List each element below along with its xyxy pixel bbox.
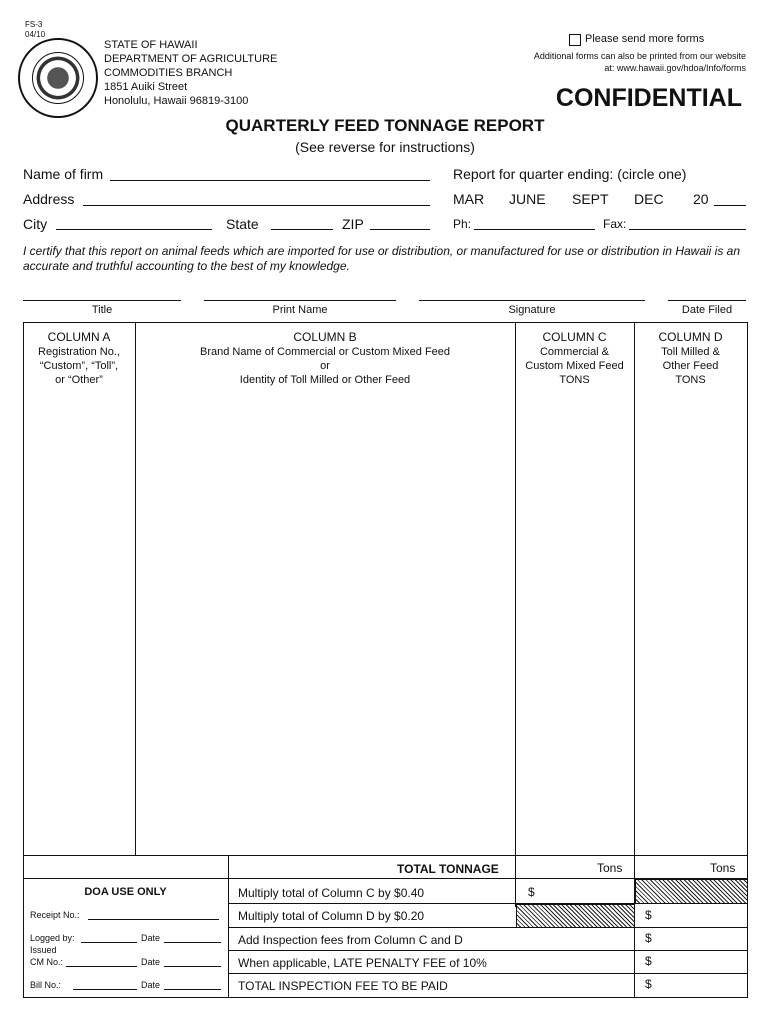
form-date: 04/10	[25, 30, 46, 39]
column-b-header	[135, 330, 515, 387]
address-field[interactable]	[83, 205, 430, 206]
column-a-desc: or “Other”	[55, 374, 103, 386]
quarter-option-dec[interactable]: DEC	[634, 191, 664, 207]
logged-date-label: Date	[141, 933, 161, 943]
row-divider	[228, 927, 747, 928]
quarter-option-june[interactable]: JUNE	[509, 191, 546, 207]
fee-row-add-label: Add Inspection fees from Column C and D	[238, 933, 463, 947]
city-label: City	[23, 216, 48, 232]
logged-by-field[interactable]	[81, 942, 137, 943]
fax-label: Fax:	[603, 217, 627, 231]
logged-by-label: Logged by:	[30, 933, 75, 943]
city-field[interactable]	[56, 229, 212, 230]
issued-label: Issued	[30, 945, 57, 955]
column-c-desc: Custom Mixed Feed	[525, 360, 624, 372]
forms-note-line: at: www.hawaii.gov/hdoa/Info/forms	[604, 63, 746, 73]
date-filed-caption: Date Filed	[681, 304, 733, 316]
column-b-title: COLUMN B	[293, 330, 357, 344]
column-a-header	[23, 330, 135, 387]
column-d-desc: Toll Milled &	[661, 346, 720, 358]
doa-use-only-label: DOA USE ONLY	[84, 886, 167, 898]
agency-address	[104, 38, 277, 108]
logged-date-field[interactable]	[164, 942, 221, 943]
cm-date-label: Date	[141, 957, 161, 967]
agency-line: COMMODITIES BRANCH	[104, 67, 233, 79]
table-bottom-border	[23, 997, 748, 998]
agency-line: STATE OF HAWAII	[104, 39, 198, 51]
title-field[interactable]	[23, 300, 181, 301]
column-a-title: COLUMN A	[47, 330, 111, 344]
fee-row-c-label: Multiply total of Column C by $0.40	[238, 886, 425, 900]
column-d-header	[634, 330, 747, 387]
column-divider	[515, 322, 516, 907]
tons-d-label: Tons	[710, 861, 736, 875]
cm-date-field[interactable]	[164, 966, 221, 967]
year-field[interactable]	[714, 205, 746, 206]
form-id: FS-3	[25, 20, 43, 29]
fee-penalty-dollar[interactable]: $	[645, 954, 652, 968]
total-tons-d-field[interactable]	[635, 856, 746, 877]
column-d-desc: Other Feed	[662, 360, 719, 372]
agency-line: 1851 Auiki Street	[104, 81, 188, 93]
forms-note	[520, 50, 746, 74]
receipt-no-label: Receipt No.:	[30, 910, 80, 920]
total-tons-c-field[interactable]	[516, 856, 633, 877]
column-b-desc: or	[320, 360, 330, 372]
zip-field[interactable]	[370, 229, 430, 230]
hatched-cell	[516, 904, 635, 928]
certification-text: I certify that this report on animal feeds which are imported for use or distribution, or manufactured for use or distribution in Hawaii is an accurate and truthful accounting to the best of my knowledge.	[23, 244, 741, 273]
feed-entries-area[interactable]	[136, 388, 514, 854]
address-label: Address	[23, 191, 75, 207]
title-caption: Title	[91, 304, 113, 316]
print-name-caption: Print Name	[272, 304, 328, 316]
cm-no-label: CM No.:	[30, 957, 64, 967]
agency-line: Honolulu, Hawaii 96819-3100	[104, 95, 249, 107]
column-c-header	[515, 330, 634, 387]
form-title: QUARTERLY FEED TONNAGE REPORT	[225, 116, 545, 135]
row-divider	[23, 878, 228, 879]
table-top-border	[23, 322, 748, 323]
phone-field[interactable]	[474, 229, 595, 230]
bill-no-label: Bill No.:	[30, 980, 62, 990]
column-b-desc: Brand Name of Commercial or Custom Mixed Feed	[199, 346, 451, 358]
zip-label: ZIP	[342, 216, 364, 232]
hatched-cell	[635, 879, 748, 904]
tons-c-label: Tons	[597, 861, 623, 875]
column-c-title: COLUMN C	[542, 330, 607, 344]
fee-c-dollar[interactable]: $	[528, 885, 535, 899]
row-divider	[228, 973, 747, 974]
bill-no-field[interactable]	[73, 989, 137, 990]
phone-label: Ph:	[453, 217, 472, 231]
fee-total-dollar[interactable]: $	[645, 977, 652, 991]
fax-field[interactable]	[629, 229, 746, 230]
state-seal-icon	[18, 38, 98, 118]
fee-add-dollar[interactable]: $	[645, 931, 652, 945]
column-b-desc: Identity of Toll Milled or Other Feed	[239, 374, 411, 386]
state-field[interactable]	[271, 229, 333, 230]
send-more-forms-checkbox[interactable]	[569, 34, 581, 46]
firm-name-label: Name of firm	[23, 166, 104, 182]
confidential-label: CONFIDENTIAL	[555, 84, 742, 112]
column-c-desc: TONS	[559, 374, 590, 386]
bill-date-field[interactable]	[164, 989, 221, 990]
fee-row-d-label: Multiply total of Column D by $0.20	[238, 909, 425, 923]
column-a-desc: “Custom”, “Toll”,	[39, 360, 119, 372]
cm-no-field[interactable]	[66, 966, 137, 967]
quarter-label: Report for quarter ending: (circle one)	[453, 166, 687, 182]
column-d-desc: TONS	[675, 374, 706, 386]
row-divider	[228, 950, 747, 951]
send-more-forms-label: Please send more forms	[585, 33, 705, 45]
fee-row-total-label: TOTAL INSPECTION FEE TO BE PAID	[238, 979, 448, 993]
column-a-desc: Registration No.,	[38, 346, 120, 358]
agency-line: DEPARTMENT OF AGRICULTURE	[104, 53, 278, 65]
state-label: State	[226, 216, 259, 232]
bill-date-label: Date	[141, 980, 161, 990]
signature-caption: Signature	[508, 304, 556, 316]
fee-d-dollar[interactable]: $	[645, 908, 652, 922]
quarter-option-sept[interactable]: SEPT	[572, 191, 609, 207]
year-prefix: 20	[693, 191, 709, 207]
print-name-field[interactable]	[204, 300, 396, 301]
fee-row-penalty-label: When applicable, LATE PENALTY FEE of 10%	[238, 956, 487, 970]
column-c-desc: Commercial &	[539, 346, 610, 358]
date-filed-field[interactable]	[668, 300, 746, 301]
doa-divider	[228, 855, 229, 997]
column-d-title: COLUMN D	[658, 330, 723, 344]
forms-note-line: Additional forms can also be printed from our website	[533, 51, 746, 61]
quarter-option-mar[interactable]: MAR	[453, 191, 485, 207]
signature-field[interactable]	[419, 300, 645, 301]
receipt-no-field[interactable]	[88, 919, 219, 920]
form-subtitle: (See reverse for instructions)	[295, 139, 475, 155]
total-tonnage-label: TOTAL TONNAGE	[397, 862, 499, 876]
firm-name-field[interactable]	[110, 180, 430, 181]
